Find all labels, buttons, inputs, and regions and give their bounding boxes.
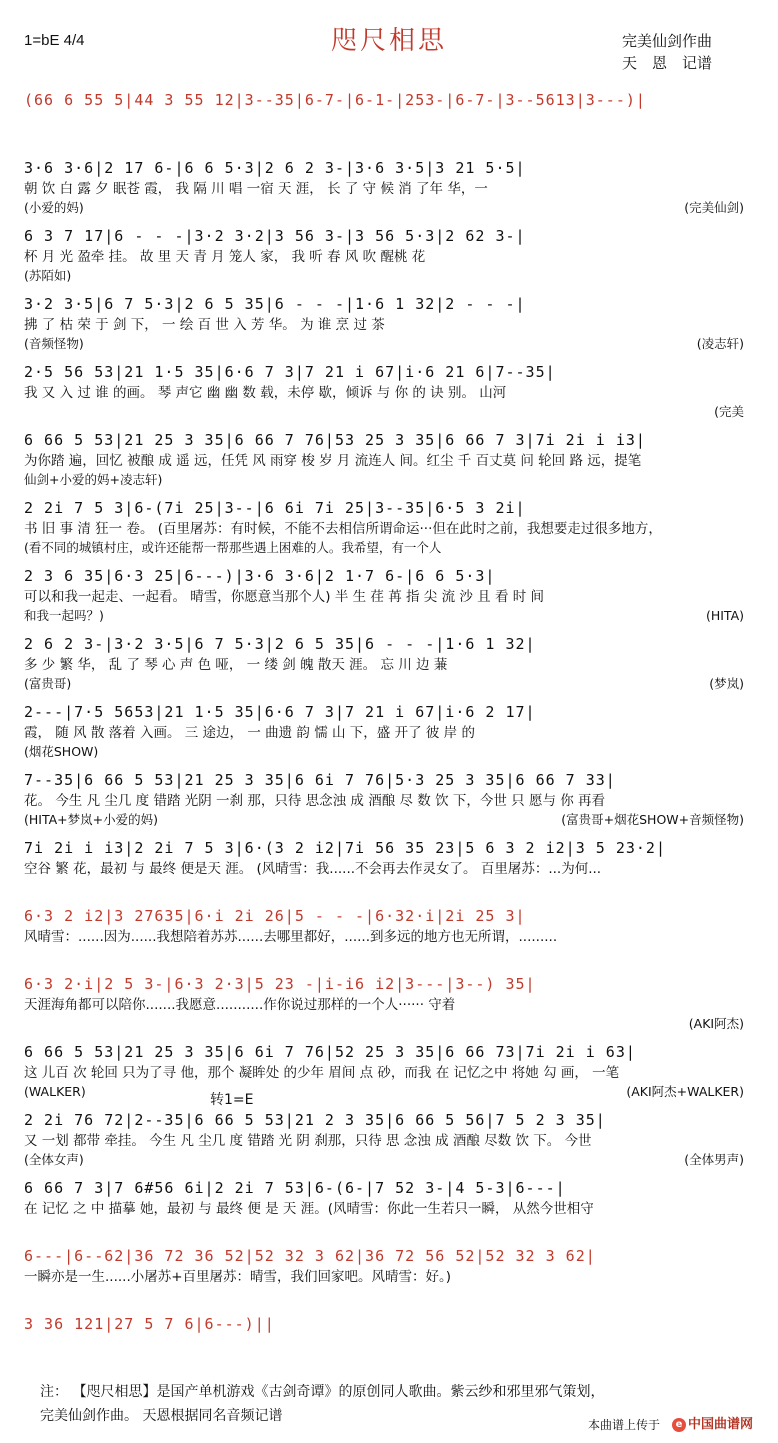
- singer-label: (富贵哥): [24, 676, 72, 691]
- score-system: [24, 1314, 764, 1382]
- score-system: [24, 294, 764, 362]
- score-body: [24, 90, 764, 1382]
- singer-label: (苏陌如): [24, 268, 72, 283]
- score-system: [24, 974, 764, 1042]
- singer-label: (WALKER): [24, 1084, 86, 1099]
- score-system: [24, 158, 764, 226]
- singer-label: (音频怪物): [24, 336, 84, 351]
- score-system: [24, 362, 764, 430]
- lyrics-line: 我 又 入 过 谁 的画。 琴 声它 幽 幽 数 载，未停 歇，倾诉 与 你 的 诀 别。 山河: [24, 385, 507, 401]
- singer-label: 和我一起吗？): [24, 608, 104, 623]
- score-system: [24, 90, 764, 158]
- singer-label: (HITA+梦岚+小爱的妈): [24, 812, 159, 827]
- melody-line: 2 6 2 3-|3·2 3·5|6 7 5·3|2 6 5 35|6 - - -|1·6 1 32|: [24, 635, 536, 653]
- singer-label: (完美: [714, 404, 744, 419]
- score-system: [24, 1042, 764, 1110]
- score-system: [24, 906, 764, 974]
- singer-label: (AKI阿杰+WALKER): [626, 1084, 744, 1099]
- lyrics-line: 风晴雪：......因为......我想陪着苏苏......去哪里都好，......到多远的地方也无所谓，.........: [24, 929, 558, 945]
- melody-line: 2---|7·5 5653|21 1·5 35|6·6 7 3|7 21 i 67|i·6 2 17|: [24, 703, 536, 721]
- lyrics-line: 空谷 繁 花，最初 与 最终 便是天 涯。 (风晴雪：我......不会再去作灵女了。 百里屠苏：...为何...: [24, 861, 602, 877]
- melody-line: 2 2i 7 5 3|6-(7i 25|3--|6 6i 7i 25|3--35|6·5 3 2i|: [24, 499, 526, 517]
- score-system: [24, 498, 764, 566]
- melody-line: 7--35|6 66 5 53|21 25 3 35|6 6i 7 76|5·3 25 3 35|6 66 7 33|: [24, 771, 616, 789]
- melody-line: 6 3 7 17|6 - - -|3·2 3·2|3 56 3-|3 56 5·3|2 62 3-|: [24, 227, 526, 245]
- modulation-mark: 转1=E: [210, 1092, 254, 1108]
- lyrics-line: 杯 月 光 盈牵 挂。 故 里 天 青 月 笼人 家， 我 听 春 风 吹 醒桃 花: [24, 249, 426, 265]
- score-system: [24, 634, 764, 702]
- score-system: [24, 566, 764, 634]
- lyrics-line: 为你踏 遍，回忆 被酿 成 遥 远，任凭 风 雨穿 梭 岁 月 流连人 间。红尘 千 百丈莫 问 轮回 路 远，提笔: [24, 453, 642, 469]
- melody-line: 6 66 7 3|7 6#56 6i|2 2i 7 53|6-(6-|7 52 3-|4 5-3|6---|: [24, 1179, 566, 1197]
- page-title: 咫尺相思: [330, 26, 447, 56]
- key-signature: 1=bE 4/4: [24, 32, 85, 49]
- transcriber-credit: 天 恩 记谱: [622, 54, 713, 72]
- score-system: [24, 226, 764, 294]
- melody-line: 2 2i 76 72|2--35|6 66 5 53|21 2 3 35|6 66 5 56|7 5 2 3 35|: [24, 1111, 606, 1129]
- lyrics-line: 一瞬亦是一生......小屠苏+百里屠苏：晴雪，我们回家吧。风晴雪：好。): [24, 1269, 452, 1285]
- singer-label: (AKI阿杰): [688, 1016, 744, 1031]
- melody-line: 3·6 3·6|2 17 6-|6 6 5·3|2 6 2 3-|3·6 3·5|3 21 5·5|: [24, 159, 526, 177]
- lyrics-line: 朝 饮 白 露 夕 眠苍 霞， 我 隔 川 唱 一宿 天 涯， 长 了 守 候 消 了年 华，一: [24, 181, 488, 197]
- singer-label: (全体男声): [684, 1152, 744, 1167]
- melody-line: 6·3 2 i2|3 27635|6·i 2i 26|5 - - -|6·32·i|2i 25 3|: [24, 907, 526, 925]
- footnote-line-2: 完美仙剑作曲。 天恩根据同名音频记谱: [40, 1408, 283, 1424]
- lyrics-line: 又 一划 都带 牵挂。 今生 凡 尘几 度 错踏 光 阴 刹那，只待 思 念浊 成 酒酿 尽数 饮 下。 今世: [24, 1133, 592, 1149]
- melody-line: 3·2 3·5|6 7 5·3|2 6 5 35|6 - - -|1·6 1 32|2 - - -|: [24, 295, 526, 313]
- singer-label: (HITA): [705, 608, 744, 623]
- logo-mark-icon: e: [672, 1418, 686, 1432]
- singer-label: (全体女声): [24, 1152, 84, 1167]
- upload-notice: 本曲谱上传于: [588, 1418, 661, 1432]
- footnote-line-1: 注： 【咫尺相思】是国产单机游戏《古剑奇谭》的原创同人歌曲。紫云纱和邪里邪气策划，: [40, 1384, 605, 1400]
- melody-line: 6 66 5 53|21 25 3 35|6 66 7 76|53 25 3 35|6 66 7 3|7i 2i i i3|: [24, 431, 646, 449]
- melody-line: 2 3 6 35|6·3 25|6---)|3·6 3·6|2 1·7 6-|6 6 5·3|: [24, 567, 496, 585]
- lyrics-line: 这 儿百 次 轮回 只为了寻 他，那个 凝眸处 的少年 眉间 点 砂，而我 在 记忆之中 将她 勾 画， 一笔: [24, 1065, 620, 1081]
- singer-label: 仙剑+小爱的妈+凌志轩): [24, 472, 163, 487]
- footnote: [40, 1380, 604, 1428]
- lyrics-line: 书 旧 事 清 狂一 卷。 (百里屠苏：有时候，不能不去相信所谓命运···但在此时之前，我想要走过很多地方，: [24, 521, 662, 537]
- melody-line: 2·5 56 53|21 1·5 35|6·6 7 3|7 21 i 67|i·6 21 6|7--35|: [24, 363, 556, 381]
- melody-line: (66 6 55 5|44 3 55 12|3--35|6-7-|6-1-|253-|6-7-|3--5613|3---)|: [24, 91, 646, 109]
- singer-label: (看不同的城镇村庄，或许还能帮一帮那些遇上困难的人。我希望，有一个人: [24, 540, 442, 555]
- composer-credit: 完美仙剑作曲: [622, 32, 713, 50]
- melody-line: 6 66 5 53|21 25 3 35|6 6i 7 76|52 25 3 35|6 66 73|7i 2i i 63|: [24, 1043, 636, 1061]
- lyrics-line: 花。 今生 凡 尘几 度 错踏 光阴 一刹 那，只待 思念浊 成 酒酿 尽 数 饮 下，今世 只 愿与 你 再看: [24, 793, 606, 809]
- lyrics-line: 拂 了 枯 荣 于 剑 下， 一 绘 百 世 入 芳 华。 为 谁 烹 过 茶: [24, 317, 385, 333]
- singer-label: (烟花SHOW): [24, 744, 99, 759]
- score-system: [24, 702, 764, 770]
- singer-label: (小爱的妈): [24, 200, 84, 215]
- singer-label: (完美仙剑): [684, 200, 744, 215]
- site-logo-text: 中国曲谱网: [688, 1417, 754, 1432]
- score-system: [24, 1092, 764, 1178]
- melody-line: 6·3 2·i|2 5 3-|6·3 2·3|5 23 -|i-i6 i2|3---|3--) 35|: [24, 975, 536, 993]
- melody-line: 3 36 121|27 5 7 6|6---)||: [24, 1315, 275, 1333]
- melody-line: 7i 2i i i3|2 2i 7 5 3|6·(3 2 i2|7i 56 35 23|5 6 3 2 i2|3 5 23·2|: [24, 839, 666, 857]
- lyrics-line: 多 少 繁 华， 乱 了 琴 心 声 色 哑， 一 缕 剑 魄 散天 涯。 忘 川 边 蒹: [24, 657, 448, 673]
- score-system: [24, 1246, 764, 1314]
- score-system: [24, 1178, 764, 1246]
- singer-label: (富贵哥+烟花SHOW+音频怪物): [561, 812, 744, 827]
- score-system: [24, 838, 764, 906]
- lyrics-line: 霞， 随 风 散 落着 入画。 三 途边， 一 曲遗 韵 懦 山 下，盛 开了 彼 岸 的: [24, 725, 475, 741]
- score-system: [24, 770, 764, 838]
- lyrics-line: 在 记忆 之 中 描摹 她，最初 与 最终 便 是 天 涯。(风晴雪：你此一生若只一瞬， 从然今世相守: [24, 1201, 594, 1217]
- score-system: [24, 430, 764, 498]
- site-logo[interactable]: [672, 1413, 753, 1432]
- lyrics-line: 天涯海角都可以陪你.......我愿意...........作你说过那样的一个人······ 守着: [24, 997, 456, 1013]
- melody-line: 6---|6--62|36 72 36 52|52 32 3 62|36 72 56 52|52 32 3 62|: [24, 1247, 596, 1265]
- lyrics-line: 可以和我一起走、一起看。 晴雪，你愿意当那个人) 半 生 荏 苒 指 尖 流 沙 且 看 时 间: [24, 589, 545, 605]
- singer-label: (梦岚): [709, 676, 744, 691]
- singer-label: (凌志轩): [696, 336, 744, 351]
